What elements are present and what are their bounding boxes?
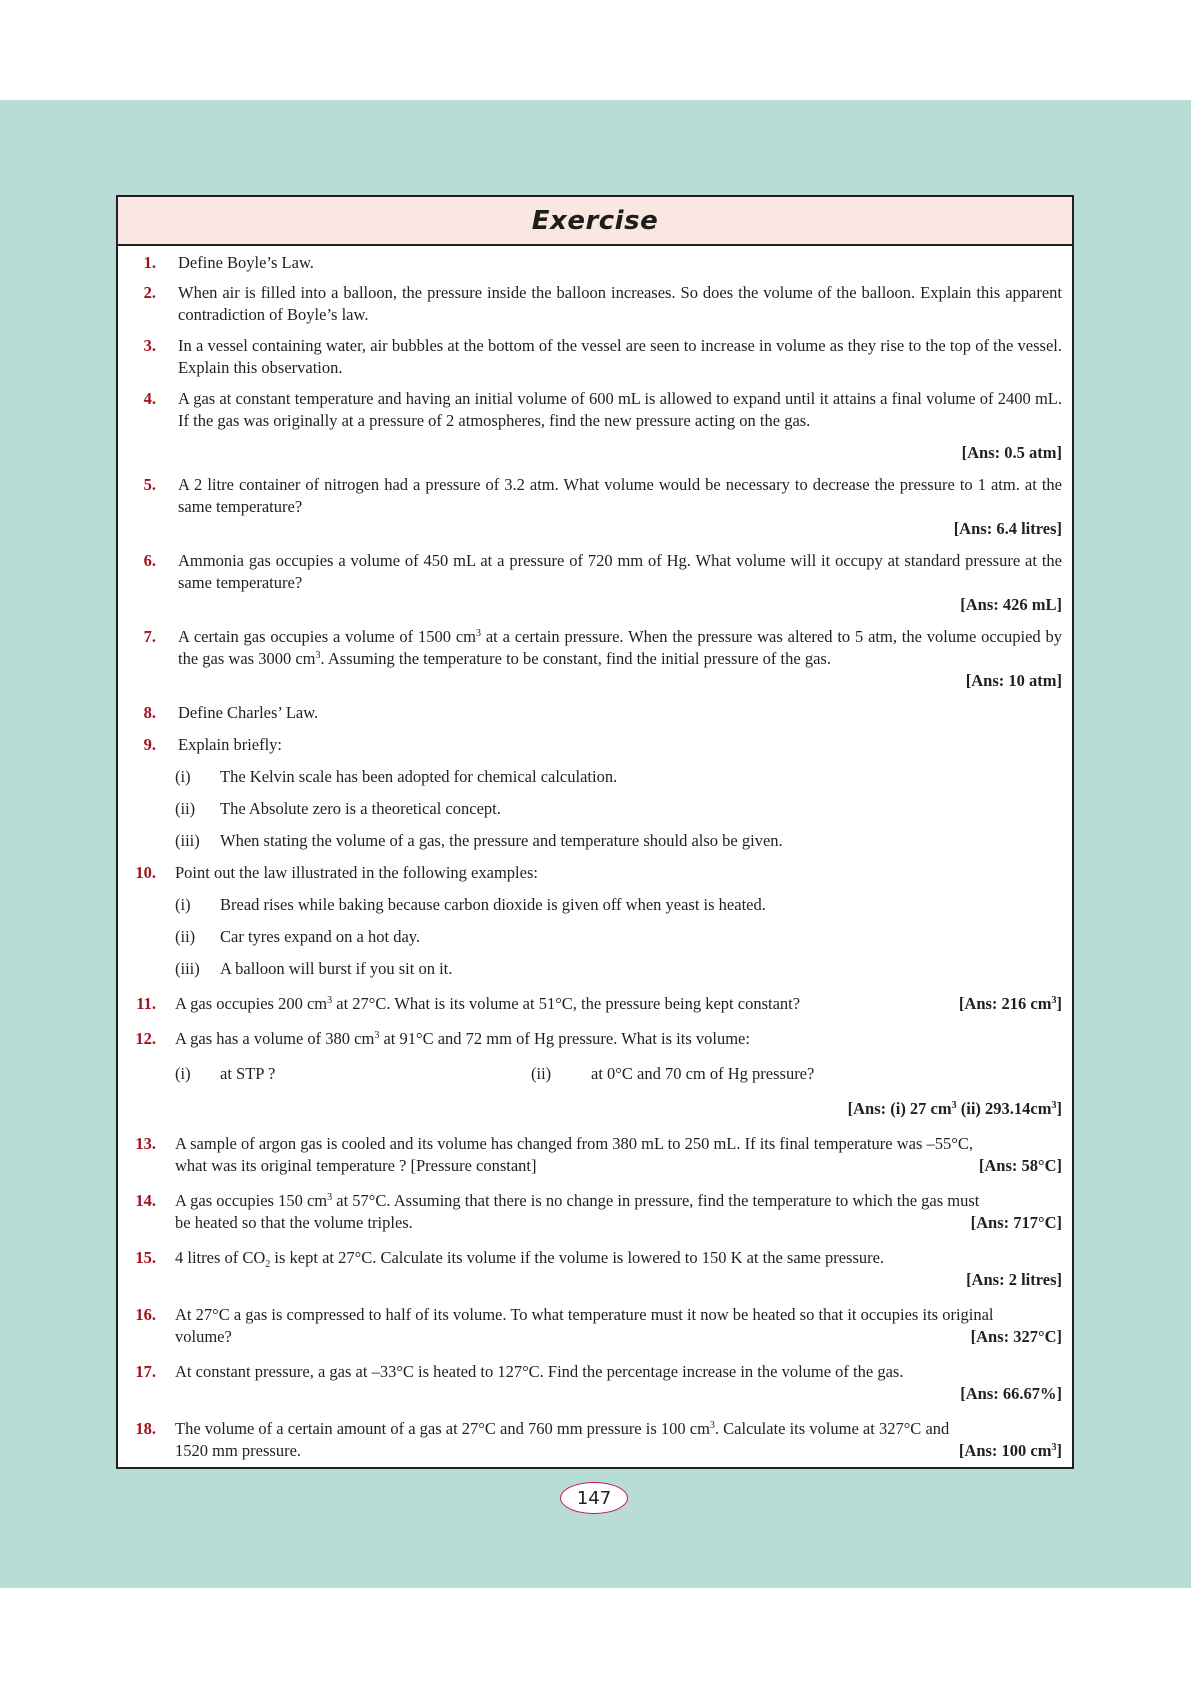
question-number: 12.	[135, 1029, 156, 1048]
answer-13: [Ans: 58°C]	[978, 1156, 1062, 1175]
question-number: 3.	[143, 336, 156, 355]
question-number: 7.	[143, 627, 156, 646]
question-text-line2: volume?	[175, 1327, 232, 1346]
exercise-panel	[116, 195, 1074, 1469]
answer-6: [Ans: 426 mL]	[960, 595, 1062, 614]
question-text: 4 litres of $CO_2$ is kept at 27°C. Calculate its volume if the volume is lowered to 150 K at the same pressure.	[175, 1248, 885, 1270]
answer-18: [Ans: 100 $cm^3$]	[958, 1441, 1062, 1460]
question-text-line1: At 27°C a gas is compressed to half of its volume. To what temperature must it now be heated so that it occupies its original	[175, 1305, 994, 1324]
question-text: Define Boyle’s Law.	[178, 253, 314, 272]
question-text-line1: A gas occupies 150 $cm^3$ at 57°C. Assuming that there is no change in pressure, find the temperature to which the gas must	[175, 1191, 980, 1210]
question-text: Ammonia gas occupies a volume of 450 mL at a pressure of 720 mm of Hg. What volume will it occupy at standard pressure at the same temperature?	[178, 551, 1062, 592]
question-number: 17.	[135, 1362, 156, 1381]
question-text: A 2 litre container of nitrogen had a pressure of 3.2 atm. What volume would be necessary to decrease the pressure to 1 atm. at the same temperature?	[178, 475, 1062, 516]
answer-12: [Ans: (i) 27 $cm^3$ (ii) $293.14cm^3$]	[847, 1099, 1062, 1118]
question-10-item-ii: (ii) Car tyres expand on a hot day.	[175, 927, 421, 946]
question-9-item-iii: (iii) When stating the volume of a gas, the pressure and temperature should also be given.	[175, 831, 783, 850]
question-10-item-iii: (iii) A balloon will burst if you sit on it.	[175, 959, 453, 978]
question-10-item-i: (i) Bread rises while baking because carbon dioxide is given off when yeast is heated.	[175, 895, 766, 914]
answer-5: [Ans: 6.4 litres]	[953, 519, 1062, 538]
exercise-header	[118, 197, 1072, 246]
question-text-line1: The volume of a certain amount of a gas at 27°C and 760 mm pressure is 100 $cm^3$. Calculate its volume at 327°C and	[175, 1419, 950, 1438]
question-text: Define Charles’ Law.	[178, 703, 319, 722]
answer-11: [Ans: 216 $cm^3$]	[958, 994, 1062, 1013]
question-number: 5.	[143, 475, 156, 494]
question-12-item-i: (i) at STP ?	[175, 1064, 276, 1083]
question-number: 11.	[136, 994, 156, 1013]
answer-15: [Ans: 2 litres]	[966, 1270, 1062, 1289]
question-number: 4.	[143, 389, 156, 408]
question-text: Point out the law illustrated in the following examples:	[175, 863, 538, 882]
question-text-line2: what was its original temperature ? [Pressure constant]	[175, 1156, 537, 1175]
question-9-item-i: (i) The Kelvin scale has been adopted for chemical calculation.	[175, 767, 618, 786]
question-text-line1: A sample of argon gas is cooled and its volume has changed from 380 mL to 250 mL. If its final temperature was –55°C,	[175, 1134, 973, 1153]
answer-4: [Ans: 0.5 atm]	[961, 443, 1062, 462]
question-number: 1.	[143, 253, 156, 272]
question-text: When air is filled into a balloon, the pressure inside the balloon increases. So does the volume of the balloon. Explain this apparent contradiction of Boyle’s law.	[178, 283, 1062, 324]
question-number: 2.	[143, 283, 156, 302]
answer-16: [Ans: 327°C]	[970, 1327, 1062, 1346]
question-number: 18.	[135, 1419, 156, 1438]
question-text: A gas has a volume of 380 $cm^3$ at 91°C and 72 mm of Hg pressure. What is its volume:	[175, 1029, 750, 1048]
question-number: 14.	[135, 1191, 156, 1210]
question-9-item-ii: (ii) The Absolute zero is a theoretical concept.	[175, 799, 501, 818]
exercise-title: Exercise	[531, 205, 659, 236]
question-text-line2: 1520 mm pressure.	[175, 1441, 302, 1460]
question-number: 8.	[143, 703, 156, 722]
question-number: 9.	[143, 735, 156, 754]
question-text: A gas at constant temperature and having an initial volume of 600 mL is allowed to expand until it attains a final volume of 2400 mL. If the gas was originally at a pressure of 2 atmospheres, find the new pressure acting on the gas.	[178, 389, 1062, 430]
answer-17: [Ans: 66.67%]	[960, 1384, 1062, 1403]
page-number: 147	[560, 1482, 628, 1514]
question-text: A gas occupies 200 $cm^3$ at 27°C. What is its volume at 51°C, the pressure being kept constant?	[175, 994, 801, 1013]
answer-7: [Ans: 10 atm]	[965, 671, 1062, 690]
question-number: 10.	[135, 863, 156, 882]
question-text: A certain gas occupies a volume of 1500 $cm^3$ at a certain pressure. When the pressure was altered to 5 atm, the volume occupied by the gas was 3000 $cm^3$. Assuming the temperature to be constant, find the initial pressure of the gas.	[178, 627, 1062, 668]
answer-14: [Ans: 717°C]	[970, 1213, 1062, 1232]
question-text: Explain briefly:	[178, 735, 283, 754]
question-12-item-ii: (ii) at 0°C and 70 cm of Hg pressure?	[531, 1064, 815, 1083]
question-number: 6.	[143, 551, 156, 570]
question-number: 16.	[135, 1305, 156, 1324]
question-text: At constant pressure, a gas at –33°C is heated to 127°C. Find the percentage increase in the volume of the gas.	[175, 1362, 904, 1381]
question-number: 15.	[135, 1248, 156, 1267]
question-number: 13.	[135, 1134, 156, 1153]
question-text: In a vessel containing water, air bubbles at the bottom of the vessel are seen to increase in volume as they rise to the top of the vessel. Explain this observation.	[178, 336, 1062, 377]
question-text-line2: be heated so that the volume triples.	[175, 1213, 413, 1232]
